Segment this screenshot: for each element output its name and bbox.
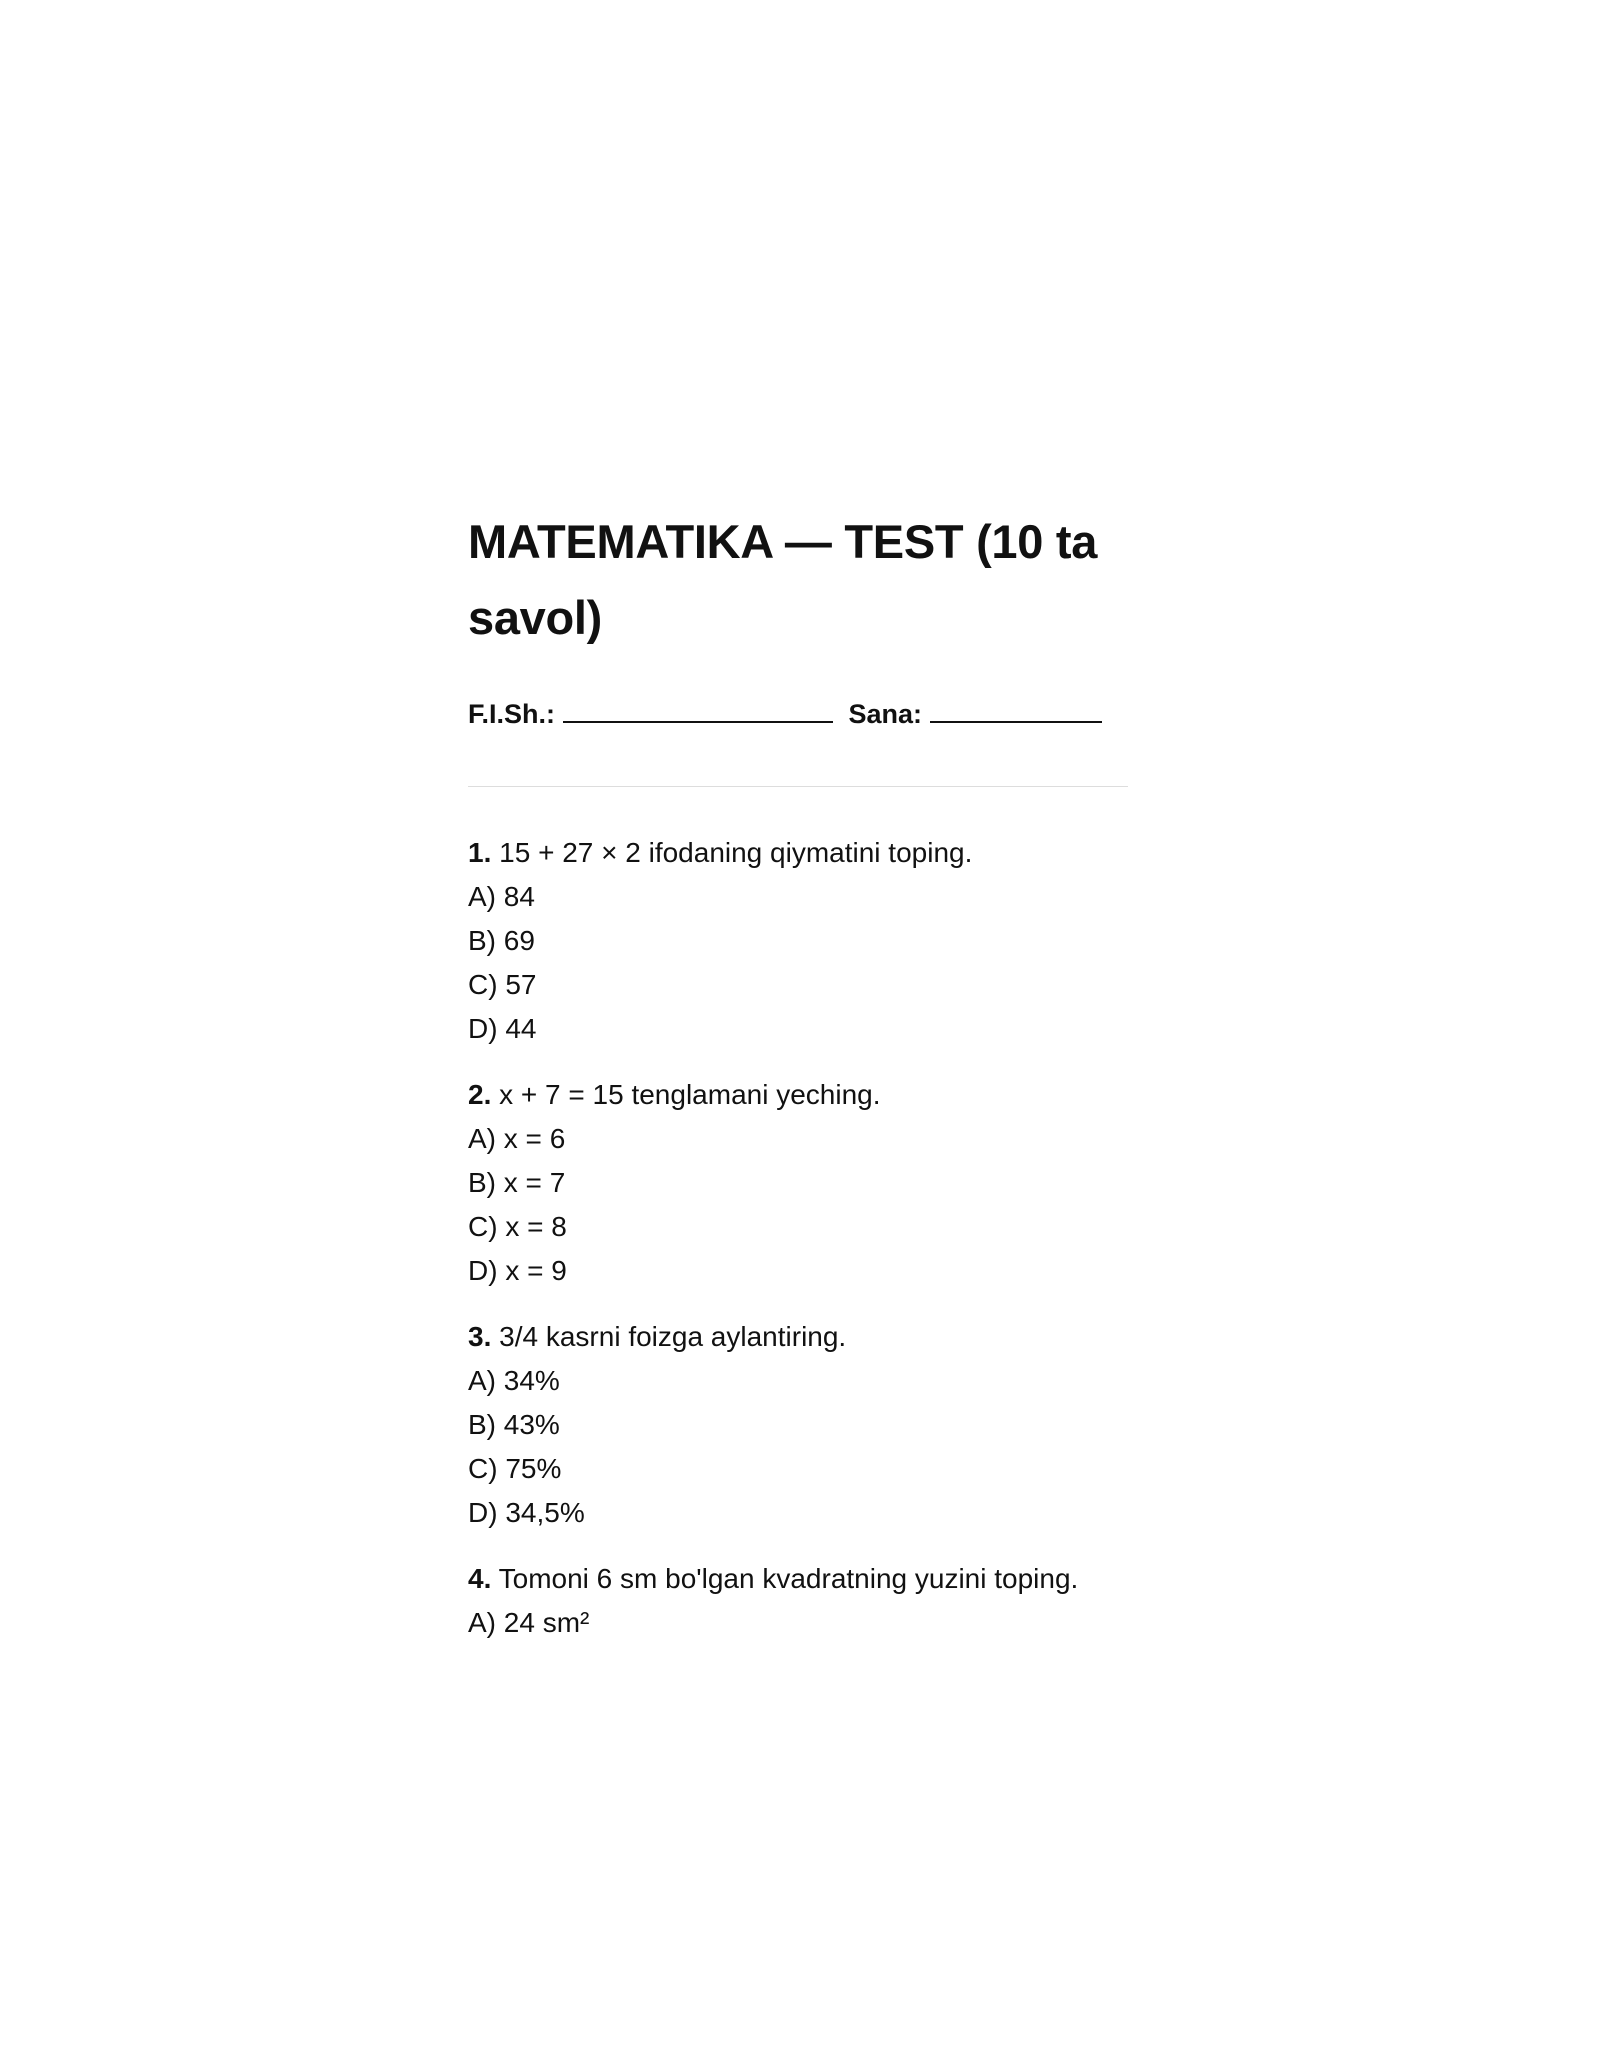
question-text	[468, 1073, 1128, 1117]
option-d: D) 44	[468, 1013, 537, 1044]
test-sheet	[468, 504, 1128, 1667]
date-blank-line	[930, 701, 1102, 723]
option-a: A) 34%	[468, 1365, 560, 1396]
page-title: MATEMATIKA — TEST (10 ta savol)	[468, 515, 1098, 644]
question-text	[468, 1315, 1128, 1359]
question-4	[468, 1557, 1128, 1645]
option-c: C) 75%	[468, 1453, 562, 1484]
option-a: A) 84	[468, 881, 535, 912]
option-a: A) 24 sm²	[468, 1607, 590, 1638]
question-prompt: 15 + 27 × 2 ifodaning qiymatini toping.	[499, 837, 973, 868]
option-b: B) x = 7	[468, 1167, 566, 1198]
name-label: F.I.Sh.:	[468, 699, 555, 729]
question-number: 4.	[468, 1563, 492, 1594]
option-a: A) x = 6	[468, 1123, 566, 1154]
option-d: D) x = 9	[468, 1255, 567, 1286]
divider	[468, 786, 1128, 787]
date-label: Sana:	[848, 699, 923, 729]
option-c: C) 57	[468, 969, 537, 1000]
question-prompt: x + 7 = 15 tenglamani yeching.	[499, 1079, 881, 1110]
student-info-row	[468, 698, 1128, 730]
question-text	[468, 831, 1128, 875]
option-c: C) x = 8	[468, 1211, 567, 1242]
question-prompt: 3/4 kasrni foizga aylantiring.	[499, 1321, 847, 1352]
option-b: B) 43%	[468, 1409, 560, 1440]
question-3	[468, 1315, 1128, 1535]
option-d: D) 34,5%	[468, 1497, 585, 1528]
question-text	[468, 1557, 1128, 1601]
question-list	[468, 831, 1128, 1645]
question-number: 2.	[468, 1079, 492, 1110]
name-blank-line	[563, 701, 833, 723]
question-prompt: Tomoni 6 sm bo'lgan kvadratning yuzini toping.	[498, 1563, 1079, 1594]
option-b: B) 69	[468, 925, 535, 956]
question-1	[468, 831, 1128, 1051]
question-number: 1.	[468, 837, 492, 868]
question-2	[468, 1073, 1128, 1293]
question-number: 3.	[468, 1321, 492, 1352]
